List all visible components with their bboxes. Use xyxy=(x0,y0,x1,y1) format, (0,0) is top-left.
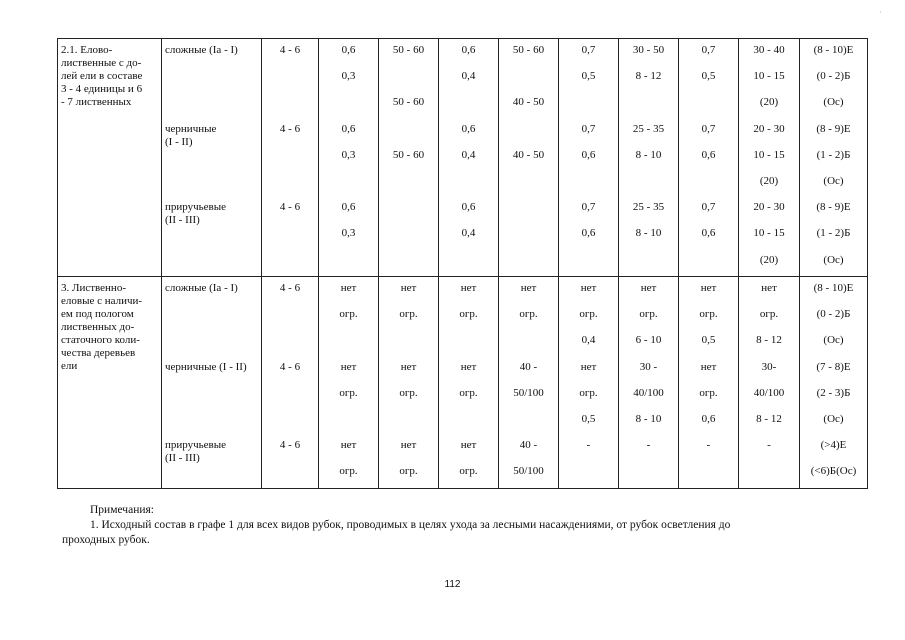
table-value: (Ос) xyxy=(823,334,844,347)
notes-block xyxy=(62,503,862,548)
table-value: 0,4 xyxy=(581,334,596,347)
section-title-line: 3 - 4 единицы и 6 xyxy=(61,83,143,95)
forest-type-line: (II - III) xyxy=(165,452,200,465)
table-value: 8 - 12 xyxy=(635,70,662,83)
value-cell xyxy=(739,277,800,489)
section-title-line: лей ели в составе xyxy=(61,70,143,82)
forest-type-cell xyxy=(162,39,262,277)
value-cell xyxy=(800,277,868,489)
table-value: 0,6 xyxy=(701,227,716,240)
table-value: 20 - 30 xyxy=(753,122,785,135)
table-value: 40/100 xyxy=(753,386,785,399)
table-value: 0,6 xyxy=(701,413,716,425)
age-value: 4 - 6 xyxy=(279,439,301,452)
table-value: (8 - 9)Е xyxy=(816,122,851,135)
corner-mark: , xyxy=(880,8,882,14)
forest-type-line: приручьевые xyxy=(165,201,227,214)
table-value: 0,6 xyxy=(461,201,476,214)
table-value: 8 - 10 xyxy=(635,227,662,240)
table-value: 50 - 60 xyxy=(392,148,425,161)
table-value: 30 - 50 xyxy=(632,44,665,56)
table-value: 50 - 60 xyxy=(392,44,425,56)
table-value: огр. xyxy=(699,386,718,399)
age-value: 4 - 6 xyxy=(279,282,301,294)
age-value: 4 - 6 xyxy=(279,360,301,373)
table-value: 40/100 xyxy=(633,386,664,399)
table-value: (0 - 2)Б xyxy=(816,308,851,321)
section-title-line: статочного коли- xyxy=(61,334,140,346)
section-title-line: ели xyxy=(61,360,78,372)
table-value: огр. xyxy=(399,386,418,399)
table-value: огр. xyxy=(399,465,418,478)
table-value: огр. xyxy=(759,308,779,321)
table-value: 0,5 xyxy=(701,70,716,83)
table-value: нет xyxy=(460,360,477,373)
table-value: (8 - 9)Е xyxy=(816,201,851,214)
table-value: 0,6 xyxy=(341,122,356,135)
table-value: нет xyxy=(340,360,357,373)
age-value: 4 - 6 xyxy=(279,122,301,135)
value-cell xyxy=(499,277,559,489)
table-value: нет xyxy=(761,282,777,294)
forest-type-line: сложные (Ia - I) xyxy=(165,44,238,56)
table-value: 10 - 15 xyxy=(753,227,785,240)
forest-thinning-table xyxy=(57,38,868,489)
table-value: (<6)Б(Ос) xyxy=(810,465,857,478)
forest-type-line: приручьевые xyxy=(165,439,227,452)
table-value: 40 - xyxy=(519,439,538,452)
table-value: огр. xyxy=(579,386,598,399)
table-section-row xyxy=(58,277,868,489)
table-value: (8 - 10)Е xyxy=(813,282,854,294)
table-value: (0 - 2)Б xyxy=(816,70,851,83)
table-value: 0,7 xyxy=(701,122,716,135)
table-value: 30- xyxy=(761,360,777,373)
table-value: 0,4 xyxy=(461,227,476,240)
forest-type-line: черничные xyxy=(165,122,217,135)
table-value: нет xyxy=(520,282,537,294)
table-value: 0,3 xyxy=(341,227,356,240)
table-value: - xyxy=(586,439,591,452)
table-value: - xyxy=(767,439,771,452)
table-value: 25 - 35 xyxy=(632,122,665,135)
table-value: нет xyxy=(580,282,597,294)
table-value: нет xyxy=(640,282,657,294)
table-value: - xyxy=(646,439,651,452)
table-value: 6 - 10 xyxy=(635,334,662,347)
table-value: 8 - 10 xyxy=(635,413,662,425)
table-value: 20 - 30 xyxy=(753,201,785,214)
table-value: 0,5 xyxy=(581,70,596,83)
table-value: 25 - 35 xyxy=(632,201,665,214)
table-value: огр. xyxy=(579,308,598,321)
note-item-1-continued: проходных рубок. xyxy=(62,534,150,546)
table-value: 0,5 xyxy=(581,413,596,425)
table-value: 0,7 xyxy=(701,201,716,214)
table-value: 0,7 xyxy=(581,44,596,56)
age-value: 4 - 6 xyxy=(279,201,301,214)
table-value: 30 - 40 xyxy=(753,44,785,56)
section-title-line: - 7 лиственных xyxy=(61,96,132,108)
table-value: (Ос) xyxy=(823,96,844,109)
table-value: огр. xyxy=(339,386,358,399)
table-value: 50/100 xyxy=(513,386,544,399)
table-value: 8 - 12 xyxy=(756,334,782,347)
value-cell xyxy=(439,39,499,277)
table-value: 0,5 xyxy=(701,334,716,347)
table-value: 50/100 xyxy=(513,465,544,478)
table-value: (1 - 2)Б xyxy=(816,227,851,240)
table-value: (Ос) xyxy=(823,253,844,266)
forest-type-line: (I - II) xyxy=(165,135,193,148)
notes-heading: Примечания: xyxy=(90,504,154,516)
table-value: огр. xyxy=(459,308,478,321)
table-value: 0,7 xyxy=(581,201,596,214)
table-value: нет xyxy=(340,439,357,452)
table-value: огр. xyxy=(459,386,478,399)
table-value: огр. xyxy=(699,308,718,321)
value-cell xyxy=(499,39,559,277)
section-title-cell xyxy=(58,39,162,277)
table-value: нет xyxy=(400,439,417,452)
table-value: 0,4 xyxy=(461,148,476,161)
table-value: 0,6 xyxy=(341,201,356,214)
section-title-line: чества деревьев xyxy=(61,347,136,359)
table-value: 0,6 xyxy=(461,122,476,135)
page-number: 112 xyxy=(444,579,461,590)
forest-type-line: сложные (Ia - I) xyxy=(165,282,238,294)
table-value: 0,6 xyxy=(461,44,476,56)
forest-type-cell xyxy=(162,277,262,489)
table-value: 40 - xyxy=(519,360,538,373)
table-value: (1 - 2)Б xyxy=(816,148,851,161)
table-value: нет xyxy=(400,360,417,373)
table-value: (2 - 3)Б xyxy=(816,386,851,399)
value-cell xyxy=(800,39,868,277)
table-value: (20) xyxy=(759,96,779,109)
table-value: 0,7 xyxy=(581,122,596,135)
value-cell xyxy=(619,277,679,489)
table-value: (20) xyxy=(759,175,779,187)
table-value: огр. xyxy=(339,308,358,321)
table-value: огр. xyxy=(519,308,538,321)
section-title-line: 3. Лиственно- xyxy=(61,282,126,294)
forest-type-line: черничные (I - II) xyxy=(165,360,247,373)
section-title-cell xyxy=(58,277,162,489)
value-cell xyxy=(679,39,739,277)
table-value: нет xyxy=(460,282,477,294)
table-value: 0,6 xyxy=(581,227,596,240)
value-cell xyxy=(439,277,499,489)
table-value: 0,3 xyxy=(341,148,356,161)
table-value: 40 - 50 xyxy=(512,96,545,109)
table-value: 10 - 15 xyxy=(753,148,785,161)
section-title-line: ем под пологом xyxy=(61,308,134,320)
age-cell xyxy=(262,39,319,277)
table-value: 10 - 15 xyxy=(753,70,785,83)
table-value: 0,3 xyxy=(341,70,356,83)
table-value: 50 - 60 xyxy=(392,96,425,109)
value-cell xyxy=(559,39,619,277)
table-value: нет xyxy=(580,360,597,373)
forest-type-line: (II - III) xyxy=(165,214,200,227)
table-value: нет xyxy=(700,360,717,373)
table-value: (20) xyxy=(759,253,779,266)
value-cell xyxy=(559,277,619,489)
section-title-line: 2.1. Елово- xyxy=(61,44,113,56)
table-value: (Ос) xyxy=(823,413,844,425)
table-section-row xyxy=(58,39,868,277)
table-value: 0,6 xyxy=(701,148,716,161)
table-value: 0,6 xyxy=(581,148,596,161)
table-value: (8 - 10)Е xyxy=(813,44,854,56)
table-value: (>4)Е xyxy=(820,439,847,452)
table-value: (Ос) xyxy=(823,175,844,187)
section-title-line: лиственные с до- xyxy=(61,57,142,69)
table-value: 0,7 xyxy=(701,44,716,56)
section-title-line: лиственных до- xyxy=(61,321,135,333)
table-value: огр. xyxy=(339,465,358,478)
table-value: 0,4 xyxy=(461,70,476,83)
age-cell xyxy=(262,277,319,489)
table-value: 0,6 xyxy=(341,44,356,56)
table-value: огр. xyxy=(399,308,418,321)
table-value: - xyxy=(706,439,711,452)
table-value: нет xyxy=(700,282,717,294)
table-value: (7 - 8)Е xyxy=(816,360,851,373)
table-value: нет xyxy=(340,282,357,294)
value-cell xyxy=(739,39,800,277)
table-value: 30 - xyxy=(639,360,658,373)
table-value: 8 - 10 xyxy=(635,148,662,161)
value-cell xyxy=(379,277,439,489)
table-value: нет xyxy=(400,282,417,294)
value-cell xyxy=(379,39,439,277)
value-cell xyxy=(619,39,679,277)
table-value: огр. xyxy=(639,308,658,321)
value-cell xyxy=(319,277,379,489)
value-cell xyxy=(319,39,379,277)
value-cell xyxy=(679,277,739,489)
table-value: 8 - 12 xyxy=(756,413,782,425)
table-value: огр. xyxy=(459,465,478,478)
age-value: 4 - 6 xyxy=(279,44,301,56)
section-title-line: еловые с наличи- xyxy=(61,295,143,307)
table-value: нет xyxy=(460,439,477,452)
table-value: 50 - 60 xyxy=(512,44,545,56)
note-item-1: 1. Исходный состав в графе 1 для всех видов рубок, проводимых в целях ухода за лесными насаждениями, от рубок осветления до xyxy=(90,519,731,531)
table-value: 40 - 50 xyxy=(512,148,545,161)
